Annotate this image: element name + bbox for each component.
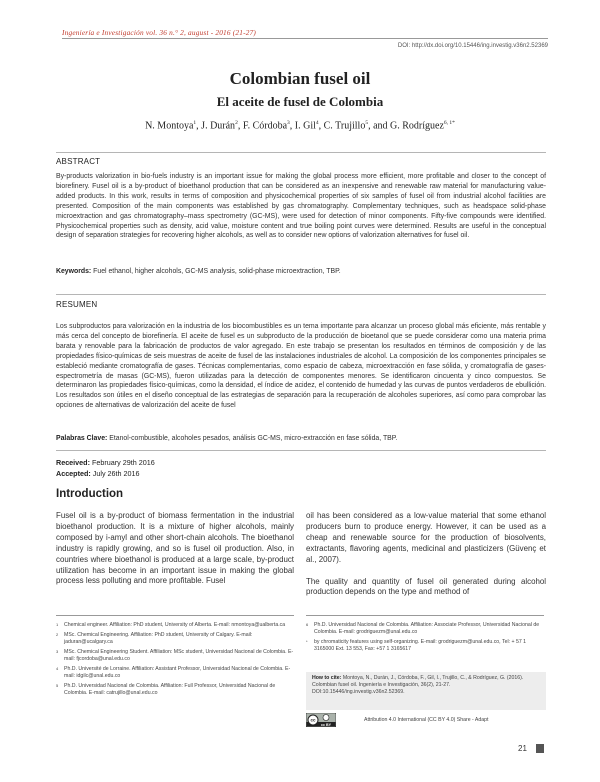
keywords-value: Fuel ethanol, higher alcohols, GC-MS analysis, solid-phase microextraction, TBP. bbox=[93, 268, 341, 275]
author-separator: , bbox=[318, 120, 324, 132]
footnote-marker: 6 bbox=[306, 622, 309, 627]
license-text: Attribution 4.0 International (CC BY 4.0) Share - Adapt bbox=[364, 717, 489, 723]
footnote-marker: 2 bbox=[56, 631, 59, 637]
footnote-marker: 5 bbox=[56, 683, 59, 689]
page-marker bbox=[536, 744, 544, 753]
footnote-marker: * bbox=[306, 639, 308, 645]
footnote bbox=[56, 666, 294, 681]
footnotes-left bbox=[56, 622, 294, 700]
footnote-text: Ph.D. Université de Lorraine. Affiliation: Assistant Professor, Universidad Nacional de Colombia. E-mail: idgilc@unal.edu.co bbox=[64, 665, 291, 680]
palabras-clave-value: Etanol-combustible, alcoholes pesados, análisis GC-MS, micro-extracción en fase sólida, TBP. bbox=[109, 435, 398, 442]
doi-link[interactable]: DOI: http://dx.doi.org/10.15446/ing.investig.v36n2.52369 bbox=[397, 43, 548, 49]
cc-by-license-icon[interactable] bbox=[306, 713, 336, 727]
footnote-divider bbox=[56, 615, 294, 616]
author-separator: , bbox=[196, 120, 202, 132]
section-divider bbox=[56, 294, 546, 295]
how-to-cite-box bbox=[306, 672, 546, 710]
author-name: J. Durán bbox=[201, 120, 236, 132]
author-affiliation-marker: 6, 1* bbox=[443, 120, 455, 126]
svg-text:cc BY: cc BY bbox=[321, 722, 331, 727]
svg-text:cc: cc bbox=[310, 717, 316, 723]
accepted-date: Accepted: July 26th 2016 bbox=[56, 468, 140, 478]
footnote-marker: 3 bbox=[56, 648, 59, 654]
author-affiliation-marker: 1 bbox=[193, 120, 197, 126]
intro-paragraph: oil has been considered as a low-value material that some ethanol producers burn to produce energy. However, it can be used as a cheap and renewable source for the production of biosolvents, extractants, flavoring agents, medicinal and plasticizers (Güvenç et al., 2007). bbox=[306, 511, 546, 564]
author-separator: , bbox=[289, 120, 295, 132]
page-number: 21 bbox=[518, 744, 527, 753]
author-name: C. Trujillo bbox=[323, 120, 366, 132]
keywords-label: Keywords: bbox=[56, 268, 92, 275]
footnote bbox=[56, 683, 294, 698]
resumen-keywords bbox=[56, 434, 546, 444]
intro-column-right bbox=[306, 511, 546, 598]
abstract-keywords bbox=[56, 267, 546, 277]
footnote bbox=[56, 622, 294, 629]
footnote-text: MSc. Chemical Engineering. Affiliation: PhD student, University of Calgary. E-mail: jaduran@ucalgary.ca bbox=[64, 631, 253, 646]
footnote-text: Chemical engineer. Affiliation: PhD student, University of Alberta. E-mail: nmontoya@ualberta.ca bbox=[64, 622, 286, 628]
footnote bbox=[56, 632, 294, 647]
palabras-clave-label: Palabras Clave: bbox=[56, 435, 108, 442]
footnote-text: MSc. Chemical Engineering Student. Affiliation: MSc student, Universidad Nacional de Colombia. E-mail: fjcordoba@unal.edu.co bbox=[64, 648, 294, 663]
section-divider bbox=[56, 152, 546, 153]
article-subtitle: El aceite de fusel de Colombia bbox=[216, 94, 384, 109]
footnote-marker: 1 bbox=[56, 622, 59, 627]
footnotes-right bbox=[306, 622, 546, 656]
resumen-heading: RESUMEN bbox=[56, 300, 98, 309]
author-separator: , bbox=[237, 120, 243, 132]
footnote-text: Ph.D. Universidad Nacional de Colombia. Affiliation: Full Professor, Universidad Nacional de Colombia. E-mail: catrujillo@unal.edu.co bbox=[64, 683, 276, 697]
article-title: Colombian fusel oil bbox=[229, 69, 371, 88]
author-affiliation-marker: 4 bbox=[315, 120, 319, 126]
author-name: I. Gil bbox=[294, 120, 316, 132]
footnote-text: by chromaticity features using self-organizing. E-mail: grodriguezm@unal.edu.co, Tel: + 57 1 3165000 Ext. 13 553, Fax: +57 1 3165617 bbox=[314, 639, 527, 653]
footnote bbox=[56, 649, 294, 664]
how-to-cite-text: Montoya, N., Durán, J., Córdoba, F., Gil, I., Trujillo, C., & Rodríguez, G. (2016). Colombian fusel oil. Ingeniería e Investigación, 36(2), 21-27. DOI:10.15446/ing.investig.v36n2.52369. bbox=[312, 675, 524, 696]
footnote-divider bbox=[306, 615, 544, 616]
author-name: N. Montoya bbox=[145, 120, 194, 132]
journal-header: Ingeniería e Investigación vol. 36 n.° 2, august - 2016 (21-27) bbox=[62, 28, 257, 37]
author-affiliation-marker: 2 bbox=[235, 120, 238, 126]
intro-column-left: Fusel oil is a by-product of biomass fermentation in the industrial bioethanol production. It is a mixture of higher alcohols, mainly composed by i-amyl and other short-chain alcohols. The bioethanol industry is rapidly growing, and so is fusel oil production. Also, in countries where bioethanol is produced at a large scale, by-product utilization has become in an important issue in making the global process less polluting and more profitable. Fusel bbox=[56, 511, 294, 586]
author-list bbox=[0, 120, 600, 131]
resumen-text: Los subproductos para valorización en la industria de los biocombustibles es un tema importante para alcanzar un proceso global más eficiente, más rentable y más cerca del concepto de biorefinería. El aceite de fusel es un subproducto de la producción de bioetanol que se puede considerar como una materia prima barata y renovable para la fabricación de productos de valor agregado. En este trabajo se presentan los resultados en términos de composición y de las propiedades físico-químicas de seis muestras de aceite de fusel de las instalaciones industriales de alcohol. La composición de los componentes principales se estableció mediante cromatografía de gases. Técnicas complementarias, como espacio de cabeza, microextracción en fase sólida, y cromatografía de gases-espectrometría de masas (GC-MS), fueron utilizadas para la detección de componentes menores. Se identificaron cincuenta y cinco compuestos. Se determinaron las propiedades físico-químicas, como la densidad, el índice de acidez, el contenido de humedad y las curvas de puntos verdaderos de ebullición. Los resultados son útiles en el diseño conceptual de las estrategias de separación para la recuperación de alcoholes superiores, así como para comprobar las opciones de alternativas de valorización del aceite de fusel bbox=[56, 323, 546, 410]
footnote-marker: 4 bbox=[56, 665, 59, 671]
footnote bbox=[306, 622, 546, 637]
author-separator: , and bbox=[368, 120, 391, 132]
abstract-heading: ABSTRACT bbox=[56, 157, 101, 166]
author-name: F. Córdoba bbox=[242, 120, 288, 132]
abstract-text: By-products valorization in bio-fuels industry is an important issue for making the global process more efficient, more profitable and closer to the concept of biorefinery. Fusel oil is a by-product of bioethanol production that can be considered as an inexpensive and renewable raw material for manufacturing value-added products. In this work, results in terms of composition and physicochemical properties of six samples of fusel oil from industrial alcohol facilities are presented. Composition of the main components was established by gas chromatography. Complementary techniques, such as headspace solid-phase microextraction and gas chromatography–mass spectrometry (GC-MS), were used for detection of minor components. Fifty-five compounds were identified. Physicochemical properties such as density, acid value, moisture content and true boiling point curves were determined. Results are useful in the conceptual design of separation strategies for recovering higher alcohols, as well as to consider new options of valorization alternatives for fusel oil. bbox=[56, 173, 546, 240]
article-dates bbox=[56, 458, 155, 479]
footnote bbox=[306, 639, 546, 654]
author-name: G. Rodríguez bbox=[390, 120, 444, 132]
author-affiliation-marker: 3 bbox=[287, 120, 290, 126]
received-date: Received: February 29th 2016 bbox=[56, 458, 155, 467]
introduction-heading: Introduction bbox=[56, 488, 124, 500]
footnote-text: Ph.D. Universidad Nacional de Colombia. Affiliation: Associate Professor, Universidad Nacional de Colombia. E-mail: grodriguezm@unal.edu.co bbox=[314, 622, 540, 636]
author-affiliation-marker: 5 bbox=[365, 120, 369, 126]
header-divider bbox=[62, 38, 548, 39]
intro-paragraph: The quality and quantity of fusel oil generated during alcohol production depends on the type and method of bbox=[306, 576, 546, 597]
how-to-cite-label: How to cite: bbox=[312, 675, 342, 681]
section-divider bbox=[56, 450, 546, 451]
